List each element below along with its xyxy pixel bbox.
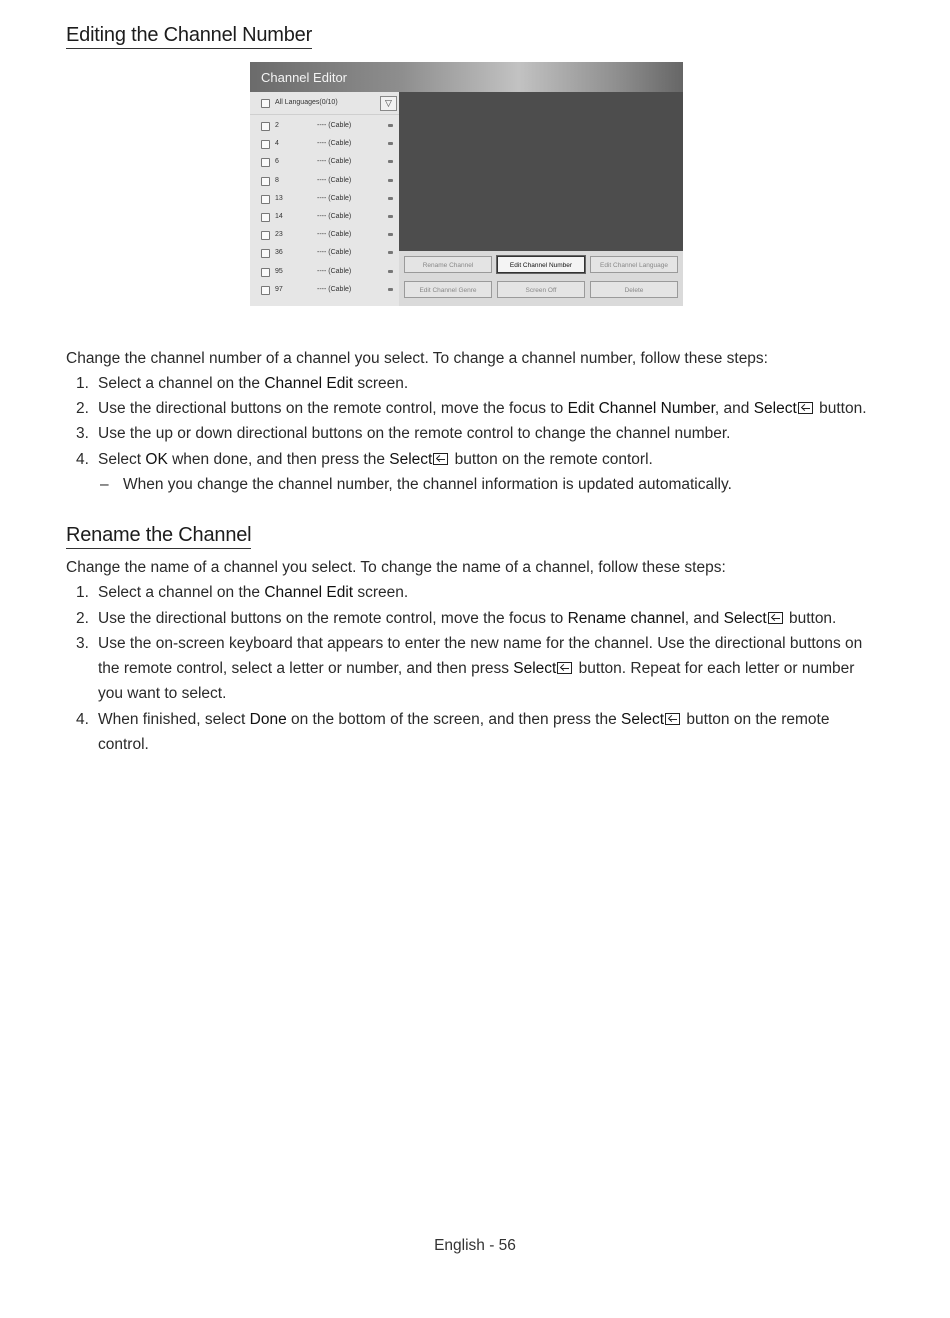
- channel-editor-header: [250, 62, 683, 92]
- channel-name: ---- (Cable): [317, 176, 352, 184]
- channel-list-panel: [250, 92, 399, 306]
- channel-name: ---- (Cable): [317, 285, 352, 293]
- edit-channel-language-button[interactable]: Edit Channel Language: [590, 256, 678, 273]
- channel-checkbox[interactable]: [261, 286, 270, 295]
- channel-checkbox[interactable]: [261, 140, 270, 149]
- channel-number: 95: [275, 267, 283, 275]
- channel-type-icon: [388, 251, 393, 254]
- channel-type-icon: [388, 142, 393, 145]
- channel-checkbox[interactable]: [261, 249, 270, 258]
- channel-name: ---- (Cable): [317, 249, 352, 257]
- channel-editor-title: Channel Editor: [261, 70, 347, 85]
- channel-row[interactable]: [250, 209, 399, 225]
- section-title-rename: Rename the Channel: [66, 524, 251, 549]
- channel-row[interactable]: [250, 264, 399, 280]
- channel-number: 6: [275, 158, 279, 166]
- section1-intro: Change the channel number of a channel you select. To change a channel number, follow these steps:: [66, 350, 768, 367]
- channel-number: 8: [275, 176, 279, 184]
- channel-name: ---- (Cable): [317, 213, 352, 220]
- channel-action-buttons: [399, 251, 683, 306]
- select-button-icon: [768, 612, 783, 624]
- channel-name: ---- (Cable): [317, 140, 352, 148]
- filter-icon[interactable]: ▽: [380, 96, 397, 111]
- channel-name: ---- (Cable): [317, 267, 352, 275]
- channel-type-icon: [388, 124, 393, 127]
- channel-checkbox[interactable]: [261, 177, 270, 186]
- channel-row[interactable]: [250, 154, 399, 170]
- channel-number: 14: [275, 213, 283, 220]
- select-button-icon: [557, 662, 572, 674]
- channel-number: 13: [275, 194, 283, 202]
- channel-type-icon: [388, 233, 393, 236]
- channel-type-icon: [388, 270, 393, 273]
- channel-row[interactable]: [250, 136, 399, 152]
- channel-number: 97: [275, 285, 283, 293]
- delete-button[interactable]: Delete: [590, 281, 678, 298]
- edit-channel-number-button[interactable]: Edit Channel Number: [497, 256, 585, 273]
- channel-type-icon: [388, 215, 393, 218]
- channel-checkbox[interactable]: [261, 213, 270, 222]
- channel-name: ---- (Cable): [317, 194, 352, 202]
- channel-type-icon: [388, 288, 393, 291]
- channel-number: 36: [275, 249, 283, 257]
- channel-preview-area: [399, 92, 683, 251]
- section2-intro: Change the name of a channel you select. To change the name of a channel, follow these steps:: [66, 559, 726, 576]
- channel-row[interactable]: [250, 173, 399, 189]
- channel-checkbox[interactable]: [261, 122, 270, 131]
- edit-channel-genre-button[interactable]: Edit Channel Genre: [404, 281, 492, 298]
- channel-row[interactable]: [250, 227, 399, 243]
- channel-checkbox[interactable]: [261, 231, 270, 240]
- select-button-icon: [433, 453, 448, 465]
- channel-number: 23: [275, 231, 283, 239]
- channel-row[interactable]: [250, 118, 399, 134]
- select-button-icon: [665, 713, 680, 725]
- channel-row[interactable]: [250, 282, 399, 298]
- channel-name: ---- (Cable): [317, 122, 352, 129]
- section-title-edit-number: Editing the Channel Number: [66, 24, 312, 49]
- select-button-icon: [798, 402, 813, 414]
- page-footer: English - 56: [434, 1237, 516, 1254]
- channel-checkbox[interactable]: [261, 158, 270, 167]
- screen-off-button[interactable]: Screen Off: [497, 281, 585, 298]
- channel-type-icon: [388, 179, 393, 182]
- channel-checkbox[interactable]: [261, 268, 270, 277]
- channel-number: 2: [275, 122, 279, 129]
- channel-row[interactable]: [250, 191, 399, 207]
- all-languages-row[interactable]: [250, 92, 399, 115]
- channel-number: 4: [275, 140, 279, 148]
- channel-checkbox[interactable]: [261, 195, 270, 204]
- channel-editor-screenshot: [250, 62, 683, 306]
- select-all-checkbox[interactable]: [261, 99, 270, 108]
- channel-row[interactable]: [250, 245, 399, 261]
- channel-type-icon: [388, 160, 393, 163]
- channel-name: ---- (Cable): [317, 158, 352, 166]
- rename-channel-button[interactable]: Rename Channel: [404, 256, 492, 273]
- channel-type-icon: [388, 197, 393, 200]
- channel-name: ---- (Cable): [317, 231, 352, 239]
- all-languages-label: All Languages(0/10): [275, 99, 338, 106]
